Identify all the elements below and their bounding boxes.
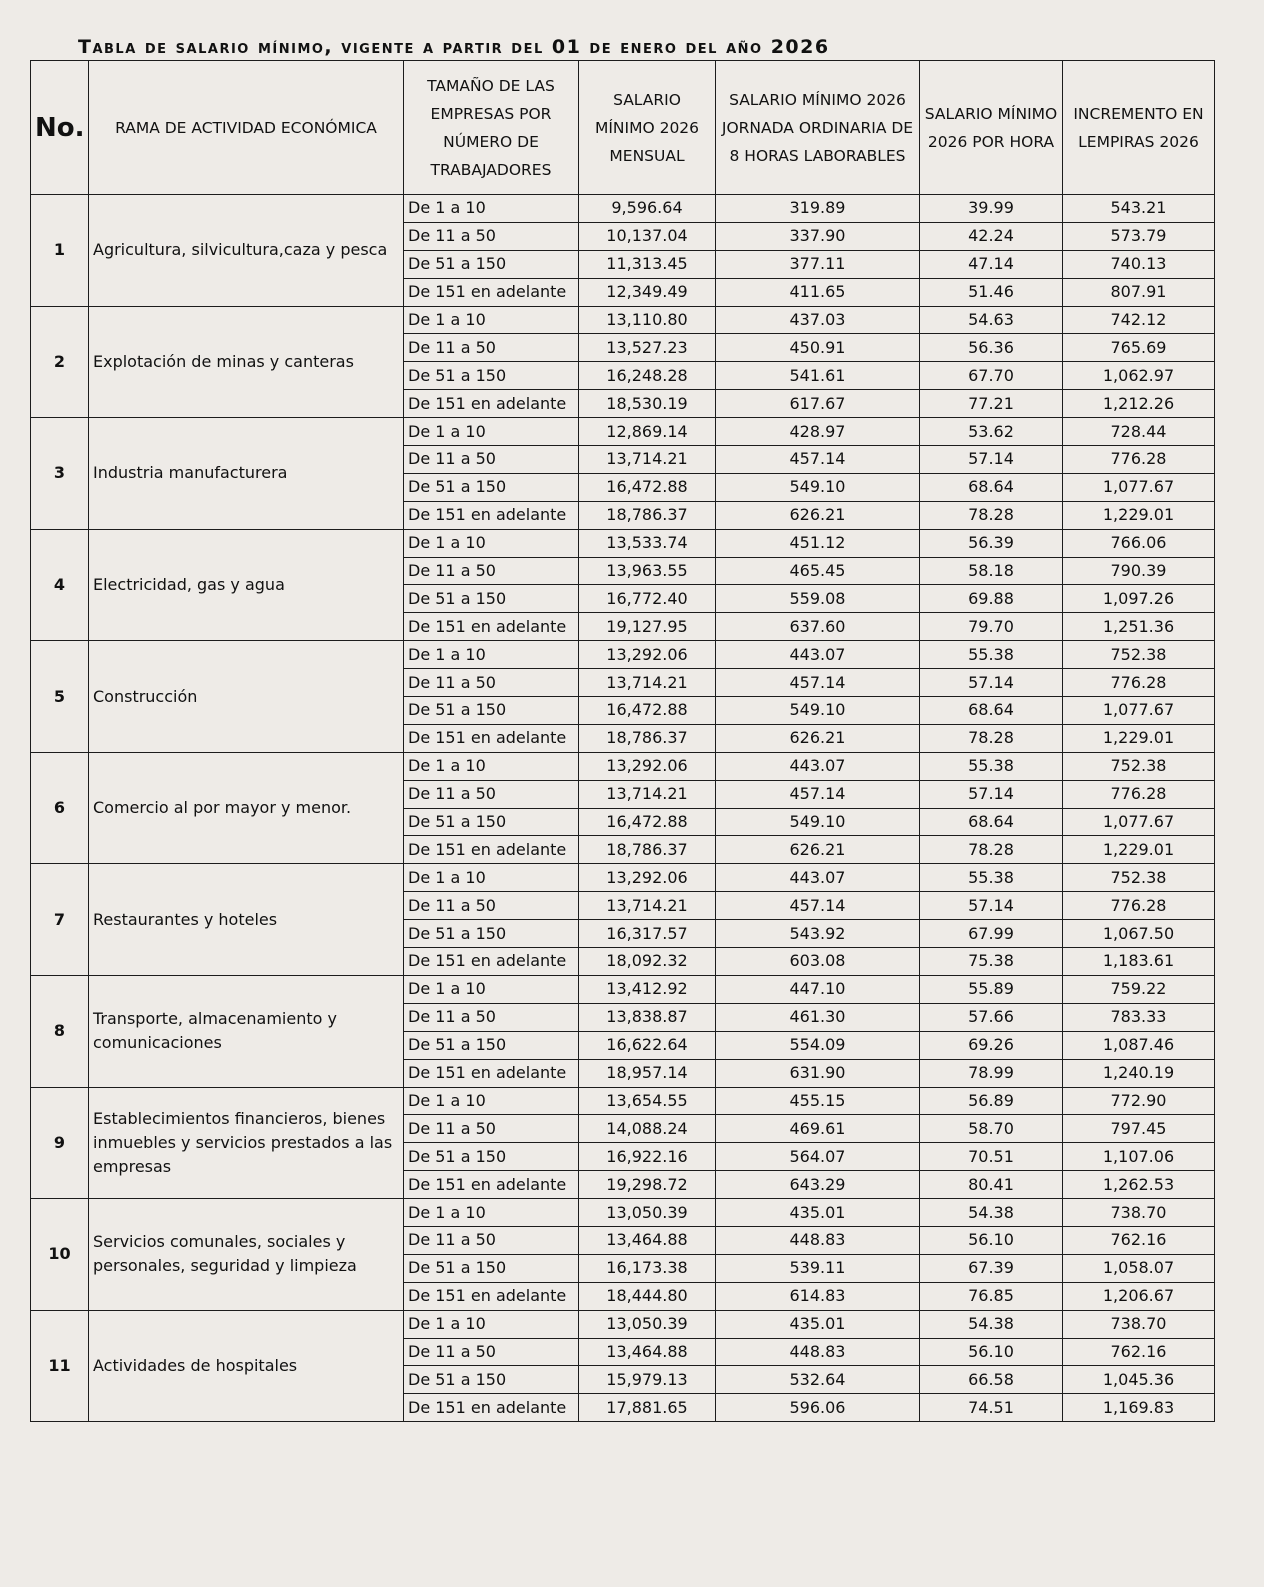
company-size-cell: De 151 en adelante bbox=[404, 390, 579, 418]
sector-name: Construcción bbox=[89, 641, 404, 753]
hora-cell: 56.36 bbox=[920, 334, 1063, 362]
company-size-cell: De 51 a 150 bbox=[404, 250, 579, 278]
incremento-cell: 1,045.36 bbox=[1063, 1366, 1215, 1394]
table-row bbox=[31, 529, 1215, 557]
hora-cell: 54.38 bbox=[920, 1199, 1063, 1227]
company-size-cell: De 11 a 50 bbox=[404, 669, 579, 697]
table-row bbox=[31, 1310, 1215, 1338]
sector-name: Transporte, almacenamiento y comunicaciones bbox=[89, 975, 404, 1087]
hora-cell: 57.14 bbox=[920, 892, 1063, 920]
company-size-cell: De 11 a 50 bbox=[404, 1115, 579, 1143]
jornada-cell: 428.97 bbox=[716, 418, 920, 446]
hora-cell: 78.28 bbox=[920, 724, 1063, 752]
sector-name: Restaurantes y hoteles bbox=[89, 864, 404, 976]
incremento-cell: 738.70 bbox=[1063, 1199, 1215, 1227]
hora-cell: 67.70 bbox=[920, 362, 1063, 390]
sector-number: 4 bbox=[31, 529, 89, 641]
jornada-cell: 549.10 bbox=[716, 473, 920, 501]
mensual-cell: 17,881.65 bbox=[579, 1394, 716, 1422]
hora-cell: 80.41 bbox=[920, 1171, 1063, 1199]
incremento-cell: 762.16 bbox=[1063, 1226, 1215, 1254]
jornada-cell: 541.61 bbox=[716, 362, 920, 390]
incremento-cell: 1,097.26 bbox=[1063, 585, 1215, 613]
jornada-cell: 411.65 bbox=[716, 278, 920, 306]
hora-cell: 57.14 bbox=[920, 780, 1063, 808]
mensual-cell: 15,979.13 bbox=[579, 1366, 716, 1394]
jornada-cell: 543.92 bbox=[716, 920, 920, 948]
hora-cell: 56.89 bbox=[920, 1087, 1063, 1115]
mensual-cell: 18,786.37 bbox=[579, 501, 716, 529]
company-size-cell: De 151 en adelante bbox=[404, 836, 579, 864]
header-tamano: TAMAÑO DE LAS EMPRESAS POR NÚMERO DE TRABAJADORES bbox=[404, 61, 579, 195]
incremento-cell: 1,087.46 bbox=[1063, 1031, 1215, 1059]
mensual-cell: 16,622.64 bbox=[579, 1031, 716, 1059]
incremento-cell: 1,229.01 bbox=[1063, 836, 1215, 864]
sector-name: Explotación de minas y canteras bbox=[89, 306, 404, 418]
mensual-cell: 13,292.06 bbox=[579, 864, 716, 892]
jornada-cell: 455.15 bbox=[716, 1087, 920, 1115]
company-size-cell: De 151 en adelante bbox=[404, 613, 579, 641]
hora-cell: 57.66 bbox=[920, 1003, 1063, 1031]
mensual-cell: 13,050.39 bbox=[579, 1199, 716, 1227]
incremento-cell: 766.06 bbox=[1063, 529, 1215, 557]
sector-name: Agricultura, silvicultura,caza y pesca bbox=[89, 195, 404, 307]
jornada-cell: 443.07 bbox=[716, 752, 920, 780]
jornada-cell: 465.45 bbox=[716, 557, 920, 585]
jornada-cell: 614.83 bbox=[716, 1282, 920, 1310]
company-size-cell: De 51 a 150 bbox=[404, 1366, 579, 1394]
incremento-cell: 762.16 bbox=[1063, 1338, 1215, 1366]
incremento-cell: 776.28 bbox=[1063, 669, 1215, 697]
company-size-cell: De 11 a 50 bbox=[404, 334, 579, 362]
sector-number: 7 bbox=[31, 864, 89, 976]
incremento-cell: 776.28 bbox=[1063, 892, 1215, 920]
incremento-cell: 790.39 bbox=[1063, 557, 1215, 585]
hora-cell: 58.70 bbox=[920, 1115, 1063, 1143]
incremento-cell: 1,169.83 bbox=[1063, 1394, 1215, 1422]
table-row bbox=[31, 864, 1215, 892]
company-size-cell: De 151 en adelante bbox=[404, 1394, 579, 1422]
mensual-cell: 13,714.21 bbox=[579, 446, 716, 474]
mensual-cell: 13,464.88 bbox=[579, 1338, 716, 1366]
jornada-cell: 626.21 bbox=[716, 501, 920, 529]
mensual-cell: 13,110.80 bbox=[579, 306, 716, 334]
incremento-cell: 752.38 bbox=[1063, 864, 1215, 892]
company-size-cell: De 1 a 10 bbox=[404, 975, 579, 1003]
hora-cell: 55.38 bbox=[920, 752, 1063, 780]
company-size-cell: De 151 en adelante bbox=[404, 1059, 579, 1087]
company-size-cell: De 51 a 150 bbox=[404, 1254, 579, 1282]
mensual-cell: 13,292.06 bbox=[579, 752, 716, 780]
mensual-cell: 11,313.45 bbox=[579, 250, 716, 278]
company-size-cell: De 1 a 10 bbox=[404, 1310, 579, 1338]
table-row bbox=[31, 195, 1215, 223]
jornada-cell: 450.91 bbox=[716, 334, 920, 362]
jornada-cell: 469.61 bbox=[716, 1115, 920, 1143]
hora-cell: 54.38 bbox=[920, 1310, 1063, 1338]
company-size-cell: De 151 en adelante bbox=[404, 1282, 579, 1310]
company-size-cell: De 1 a 10 bbox=[404, 641, 579, 669]
mensual-cell: 18,444.80 bbox=[579, 1282, 716, 1310]
incremento-cell: 1,077.67 bbox=[1063, 808, 1215, 836]
hora-cell: 58.18 bbox=[920, 557, 1063, 585]
mensual-cell: 18,530.19 bbox=[579, 390, 716, 418]
jornada-cell: 437.03 bbox=[716, 306, 920, 334]
jornada-cell: 549.10 bbox=[716, 808, 920, 836]
incremento-cell: 1,206.67 bbox=[1063, 1282, 1215, 1310]
mensual-cell: 16,317.57 bbox=[579, 920, 716, 948]
jornada-cell: 617.67 bbox=[716, 390, 920, 418]
sector-number: 1 bbox=[31, 195, 89, 307]
hora-cell: 78.28 bbox=[920, 836, 1063, 864]
hora-cell: 56.10 bbox=[920, 1338, 1063, 1366]
sector-name: Servicios comunales, sociales y personales, seguridad y limpieza bbox=[89, 1199, 404, 1311]
hora-cell: 57.14 bbox=[920, 446, 1063, 474]
company-size-cell: De 1 a 10 bbox=[404, 1199, 579, 1227]
incremento-cell: 1,240.19 bbox=[1063, 1059, 1215, 1087]
table-row bbox=[31, 306, 1215, 334]
mensual-cell: 13,963.55 bbox=[579, 557, 716, 585]
table-row bbox=[31, 418, 1215, 446]
mensual-cell: 18,957.14 bbox=[579, 1059, 716, 1087]
incremento-cell: 1,229.01 bbox=[1063, 724, 1215, 752]
jornada-cell: 443.07 bbox=[716, 641, 920, 669]
company-size-cell: De 11 a 50 bbox=[404, 446, 579, 474]
mensual-cell: 13,050.39 bbox=[579, 1310, 716, 1338]
hora-cell: 76.85 bbox=[920, 1282, 1063, 1310]
jornada-cell: 377.11 bbox=[716, 250, 920, 278]
table-body bbox=[31, 195, 1215, 1422]
sector-name: Establecimientos financieros, bienes inmuebles y servicios prestados a las empresas bbox=[89, 1087, 404, 1199]
hora-cell: 55.38 bbox=[920, 864, 1063, 892]
company-size-cell: De 51 a 150 bbox=[404, 808, 579, 836]
sector-number: 9 bbox=[31, 1087, 89, 1199]
jornada-cell: 564.07 bbox=[716, 1143, 920, 1171]
table-row bbox=[31, 1199, 1215, 1227]
jornada-cell: 549.10 bbox=[716, 697, 920, 725]
jornada-cell: 626.21 bbox=[716, 724, 920, 752]
hora-cell: 68.64 bbox=[920, 697, 1063, 725]
hora-cell: 51.46 bbox=[920, 278, 1063, 306]
header-incremento: INCREMENTO EN LEMPIRAS 2026 bbox=[1063, 61, 1215, 195]
mensual-cell: 18,786.37 bbox=[579, 724, 716, 752]
hora-cell: 78.99 bbox=[920, 1059, 1063, 1087]
mensual-cell: 18,092.32 bbox=[579, 948, 716, 976]
hora-cell: 55.38 bbox=[920, 641, 1063, 669]
hora-cell: 57.14 bbox=[920, 669, 1063, 697]
sector-number: 5 bbox=[31, 641, 89, 753]
mensual-cell: 13,654.55 bbox=[579, 1087, 716, 1115]
table-row bbox=[31, 641, 1215, 669]
mensual-cell: 12,869.14 bbox=[579, 418, 716, 446]
company-size-cell: De 51 a 150 bbox=[404, 1143, 579, 1171]
hora-cell: 75.38 bbox=[920, 948, 1063, 976]
company-size-cell: De 51 a 150 bbox=[404, 362, 579, 390]
incremento-cell: 1,067.50 bbox=[1063, 920, 1215, 948]
company-size-cell: De 11 a 50 bbox=[404, 557, 579, 585]
jornada-cell: 539.11 bbox=[716, 1254, 920, 1282]
mensual-cell: 13,464.88 bbox=[579, 1226, 716, 1254]
incremento-cell: 797.45 bbox=[1063, 1115, 1215, 1143]
incremento-cell: 1,077.67 bbox=[1063, 473, 1215, 501]
mensual-cell: 16,922.16 bbox=[579, 1143, 716, 1171]
company-size-cell: De 51 a 150 bbox=[404, 697, 579, 725]
hora-cell: 69.88 bbox=[920, 585, 1063, 613]
mensual-cell: 16,472.88 bbox=[579, 808, 716, 836]
company-size-cell: De 51 a 150 bbox=[404, 1031, 579, 1059]
mensual-cell: 9,596.64 bbox=[579, 195, 716, 223]
company-size-cell: De 11 a 50 bbox=[404, 1003, 579, 1031]
mensual-cell: 14,088.24 bbox=[579, 1115, 716, 1143]
mensual-cell: 10,137.04 bbox=[579, 222, 716, 250]
sector-number: 2 bbox=[31, 306, 89, 418]
hora-cell: 77.21 bbox=[920, 390, 1063, 418]
sector-name: Electricidad, gas y agua bbox=[89, 529, 404, 641]
mensual-cell: 19,298.72 bbox=[579, 1171, 716, 1199]
sector-number: 11 bbox=[31, 1310, 89, 1422]
jornada-cell: 532.64 bbox=[716, 1366, 920, 1394]
header-jornada: SALARIO MÍNIMO 2026 JORNADA ORDINARIA DE 8 HORAS LABORABLES bbox=[716, 61, 920, 195]
incremento-cell: 1,058.07 bbox=[1063, 1254, 1215, 1282]
sector-number: 3 bbox=[31, 418, 89, 530]
jornada-cell: 554.09 bbox=[716, 1031, 920, 1059]
sector-name: Actividades de hospitales bbox=[89, 1310, 404, 1422]
incremento-cell: 742.12 bbox=[1063, 306, 1215, 334]
mensual-cell: 18,786.37 bbox=[579, 836, 716, 864]
mensual-cell: 13,714.21 bbox=[579, 780, 716, 808]
table-header-row bbox=[31, 61, 1215, 195]
jornada-cell: 443.07 bbox=[716, 864, 920, 892]
mensual-cell: 16,248.28 bbox=[579, 362, 716, 390]
header-rama: RAMA DE ACTIVIDAD ECONÓMICA bbox=[89, 61, 404, 195]
company-size-cell: De 1 a 10 bbox=[404, 306, 579, 334]
table-row bbox=[31, 752, 1215, 780]
jornada-cell: 457.14 bbox=[716, 780, 920, 808]
company-size-cell: De 51 a 150 bbox=[404, 473, 579, 501]
hora-cell: 42.24 bbox=[920, 222, 1063, 250]
jornada-cell: 631.90 bbox=[716, 1059, 920, 1087]
company-size-cell: De 151 en adelante bbox=[404, 724, 579, 752]
incremento-cell: 752.38 bbox=[1063, 641, 1215, 669]
jornada-cell: 457.14 bbox=[716, 892, 920, 920]
incremento-cell: 1,262.53 bbox=[1063, 1171, 1215, 1199]
mensual-cell: 13,714.21 bbox=[579, 669, 716, 697]
hora-cell: 69.26 bbox=[920, 1031, 1063, 1059]
company-size-cell: De 1 a 10 bbox=[404, 1087, 579, 1115]
company-size-cell: De 151 en adelante bbox=[404, 1171, 579, 1199]
hora-cell: 68.64 bbox=[920, 808, 1063, 836]
incremento-cell: 573.79 bbox=[1063, 222, 1215, 250]
jornada-cell: 596.06 bbox=[716, 1394, 920, 1422]
document-title: Tabla de salario mínimo, vigente a partir del 01 de enero del año 2026 bbox=[78, 36, 830, 58]
incremento-cell: 740.13 bbox=[1063, 250, 1215, 278]
incremento-cell: 783.33 bbox=[1063, 1003, 1215, 1031]
jornada-cell: 448.83 bbox=[716, 1226, 920, 1254]
mensual-cell: 13,533.74 bbox=[579, 529, 716, 557]
jornada-cell: 451.12 bbox=[716, 529, 920, 557]
hora-cell: 68.64 bbox=[920, 473, 1063, 501]
mensual-cell: 16,472.88 bbox=[579, 697, 716, 725]
mensual-cell: 13,714.21 bbox=[579, 892, 716, 920]
jornada-cell: 319.89 bbox=[716, 195, 920, 223]
hora-cell: 47.14 bbox=[920, 250, 1063, 278]
jornada-cell: 337.90 bbox=[716, 222, 920, 250]
hora-cell: 67.39 bbox=[920, 1254, 1063, 1282]
incremento-cell: 776.28 bbox=[1063, 446, 1215, 474]
incremento-cell: 1,107.06 bbox=[1063, 1143, 1215, 1171]
hora-cell: 66.58 bbox=[920, 1366, 1063, 1394]
company-size-cell: De 11 a 50 bbox=[404, 892, 579, 920]
company-size-cell: De 51 a 150 bbox=[404, 585, 579, 613]
jornada-cell: 643.29 bbox=[716, 1171, 920, 1199]
hora-cell: 56.10 bbox=[920, 1226, 1063, 1254]
sector-name: Comercio al por mayor y menor. bbox=[89, 752, 404, 864]
jornada-cell: 435.01 bbox=[716, 1199, 920, 1227]
jornada-cell: 603.08 bbox=[716, 948, 920, 976]
jornada-cell: 435.01 bbox=[716, 1310, 920, 1338]
company-size-cell: De 1 a 10 bbox=[404, 752, 579, 780]
sector-name: Industria manufacturera bbox=[89, 418, 404, 530]
company-size-cell: De 151 en adelante bbox=[404, 278, 579, 306]
jornada-cell: 626.21 bbox=[716, 836, 920, 864]
hora-cell: 67.99 bbox=[920, 920, 1063, 948]
company-size-cell: De 151 en adelante bbox=[404, 501, 579, 529]
hora-cell: 70.51 bbox=[920, 1143, 1063, 1171]
mensual-cell: 19,127.95 bbox=[579, 613, 716, 641]
company-size-cell: De 11 a 50 bbox=[404, 222, 579, 250]
header-no: No. bbox=[31, 61, 89, 195]
jornada-cell: 448.83 bbox=[716, 1338, 920, 1366]
sector-number: 8 bbox=[31, 975, 89, 1087]
jornada-cell: 457.14 bbox=[716, 669, 920, 697]
mensual-cell: 16,173.38 bbox=[579, 1254, 716, 1282]
hora-cell: 56.39 bbox=[920, 529, 1063, 557]
hora-cell: 78.28 bbox=[920, 501, 1063, 529]
mensual-cell: 12,349.49 bbox=[579, 278, 716, 306]
incremento-cell: 765.69 bbox=[1063, 334, 1215, 362]
mensual-cell: 16,772.40 bbox=[579, 585, 716, 613]
mensual-cell: 13,838.87 bbox=[579, 1003, 716, 1031]
jornada-cell: 447.10 bbox=[716, 975, 920, 1003]
sector-number: 10 bbox=[31, 1199, 89, 1311]
incremento-cell: 807.91 bbox=[1063, 278, 1215, 306]
hora-cell: 79.70 bbox=[920, 613, 1063, 641]
company-size-cell: De 1 a 10 bbox=[404, 864, 579, 892]
jornada-cell: 461.30 bbox=[716, 1003, 920, 1031]
company-size-cell: De 11 a 50 bbox=[404, 780, 579, 808]
hora-cell: 55.89 bbox=[920, 975, 1063, 1003]
mensual-cell: 13,292.06 bbox=[579, 641, 716, 669]
mensual-cell: 16,472.88 bbox=[579, 473, 716, 501]
jornada-cell: 637.60 bbox=[716, 613, 920, 641]
hora-cell: 53.62 bbox=[920, 418, 1063, 446]
header-mensual: SALARIO MÍNIMO 2026 MENSUAL bbox=[579, 61, 716, 195]
incremento-cell: 772.90 bbox=[1063, 1087, 1215, 1115]
jornada-cell: 457.14 bbox=[716, 446, 920, 474]
incremento-cell: 1,229.01 bbox=[1063, 501, 1215, 529]
incremento-cell: 1,183.61 bbox=[1063, 948, 1215, 976]
mensual-cell: 13,412.92 bbox=[579, 975, 716, 1003]
incremento-cell: 1,251.36 bbox=[1063, 613, 1215, 641]
incremento-cell: 1,212.26 bbox=[1063, 390, 1215, 418]
hora-cell: 54.63 bbox=[920, 306, 1063, 334]
company-size-cell: De 1 a 10 bbox=[404, 529, 579, 557]
hora-cell: 74.51 bbox=[920, 1394, 1063, 1422]
header-hora: SALARIO MÍNIMO 2026 POR HORA bbox=[920, 61, 1063, 195]
company-size-cell: De 11 a 50 bbox=[404, 1338, 579, 1366]
minimum-wage-table bbox=[30, 60, 1215, 1422]
table-row bbox=[31, 975, 1215, 1003]
table-row bbox=[31, 1087, 1215, 1115]
hora-cell: 39.99 bbox=[920, 195, 1063, 223]
incremento-cell: 728.44 bbox=[1063, 418, 1215, 446]
company-size-cell: De 1 a 10 bbox=[404, 418, 579, 446]
incremento-cell: 1,062.97 bbox=[1063, 362, 1215, 390]
mensual-cell: 13,527.23 bbox=[579, 334, 716, 362]
incremento-cell: 752.38 bbox=[1063, 752, 1215, 780]
incremento-cell: 543.21 bbox=[1063, 195, 1215, 223]
sector-number: 6 bbox=[31, 752, 89, 864]
incremento-cell: 738.70 bbox=[1063, 1310, 1215, 1338]
jornada-cell: 559.08 bbox=[716, 585, 920, 613]
company-size-cell: De 11 a 50 bbox=[404, 1226, 579, 1254]
incremento-cell: 776.28 bbox=[1063, 780, 1215, 808]
company-size-cell: De 51 a 150 bbox=[404, 920, 579, 948]
incremento-cell: 759.22 bbox=[1063, 975, 1215, 1003]
incremento-cell: 1,077.67 bbox=[1063, 697, 1215, 725]
company-size-cell: De 1 a 10 bbox=[404, 195, 579, 223]
company-size-cell: De 151 en adelante bbox=[404, 948, 579, 976]
